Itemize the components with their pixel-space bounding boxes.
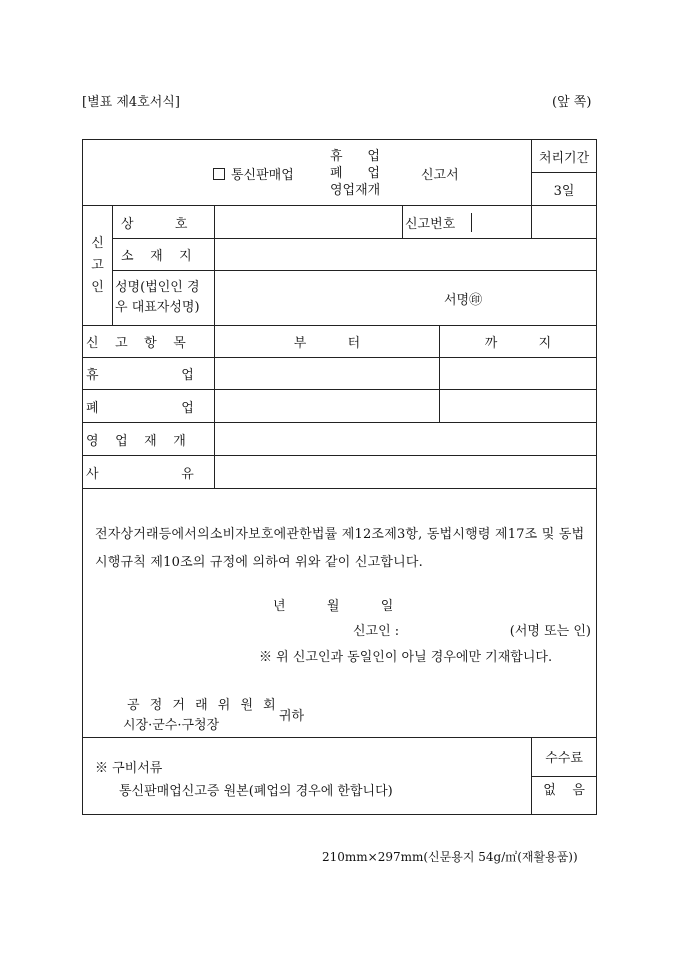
applicant-note: ※ 위 신고인과 동일인이 아닐 경우에만 기재합니다.: [259, 650, 553, 665]
applicant-group-label: [83, 206, 113, 326]
date-line: 년 월 일: [273, 599, 394, 614]
fee-label: 수수료: [532, 738, 597, 777]
trade-name-label: 상 호: [113, 206, 215, 239]
report-number-cell: [403, 206, 532, 239]
representative-name-field[interactable]: [215, 271, 597, 326]
honorific: 귀하: [279, 709, 305, 724]
applicant-label: 신고인 :: [353, 624, 400, 639]
paper-spec-footer: 210mm×297mm(신문용지 54g/㎡(재활용품)): [322, 850, 578, 864]
title-options: [330, 148, 380, 199]
title-checkbox-group: [213, 164, 294, 183]
required-documents: [83, 738, 532, 815]
page-side-label: (앞 쪽): [552, 95, 592, 110]
to-header: 까 지: [440, 326, 597, 358]
close-from-field[interactable]: [215, 390, 440, 423]
report-number-field-end[interactable]: [532, 206, 597, 239]
representative-name-label-line2: 우 대표자성명): [115, 300, 200, 315]
signature-hint: (서명 또는 인): [509, 624, 591, 639]
applicant-group-char-3: 인: [91, 279, 104, 295]
addressee-ftc: 공 정 거 래 위 원 회: [127, 698, 279, 713]
reason-field[interactable]: [215, 456, 597, 489]
title-option-suspend: 휴 업: [330, 149, 380, 164]
address-field[interactable]: [215, 239, 597, 271]
trade-name-field[interactable]: [215, 206, 403, 239]
suspend-to-field[interactable]: [440, 358, 597, 390]
applicant-line: [353, 620, 591, 639]
required-documents-item: 통신판매업신고증 원본(폐업의 경우에 한합니다): [119, 784, 393, 799]
report-items-header: 신 고 항 목: [83, 326, 215, 358]
required-documents-heading: ※ 구비서류: [95, 761, 163, 776]
close-to-field[interactable]: [440, 390, 597, 423]
row-label-close: 폐 업: [83, 390, 215, 423]
fee-value: 없 음: [532, 776, 597, 815]
representative-name-label: [113, 271, 215, 326]
title-option-close: 폐 업: [330, 166, 380, 181]
form-number: [별표 제4호서식]: [82, 95, 180, 110]
title-checkbox[interactable]: [213, 168, 225, 180]
suspend-from-field[interactable]: [215, 358, 440, 390]
title-option-resume: 영업재개: [330, 183, 381, 198]
report-number-label: 신고번호: [403, 213, 472, 232]
declaration-block: [83, 489, 597, 738]
declaration-text: 전자상거래등에서의소비자보호에관한법률 제12조제3항, 동법시행령 제17조 및 동법시행규칙 제10조의 규정에 의하여 위와 같이 신고합니다.: [95, 527, 585, 570]
title-business-type: 통신판매업: [231, 168, 294, 183]
report-form: [82, 139, 597, 815]
title-suffix: 신고서: [421, 168, 459, 183]
addressee-local: 시장·군수·구청장: [123, 718, 220, 733]
row-label-reason: 사 유: [83, 456, 215, 489]
representative-name-label-line1: 성명(법인인 경: [115, 280, 200, 295]
resume-field[interactable]: [215, 423, 597, 456]
processing-period-label: 처리기간: [532, 140, 597, 173]
form-title: [83, 140, 532, 206]
address-label: 소 재 지: [113, 239, 215, 271]
signature-seal-label: 서명㊞: [444, 292, 483, 308]
row-label-suspend: 휴 업: [83, 358, 215, 390]
from-header: 부 터: [215, 326, 440, 358]
row-label-resume: 영 업 재 개: [83, 423, 215, 456]
applicant-group-char-2: 고: [91, 257, 104, 273]
processing-period-value: 3일: [532, 173, 597, 206]
report-number-field[interactable]: [472, 213, 532, 232]
applicant-group-char-1: 신: [91, 235, 104, 251]
